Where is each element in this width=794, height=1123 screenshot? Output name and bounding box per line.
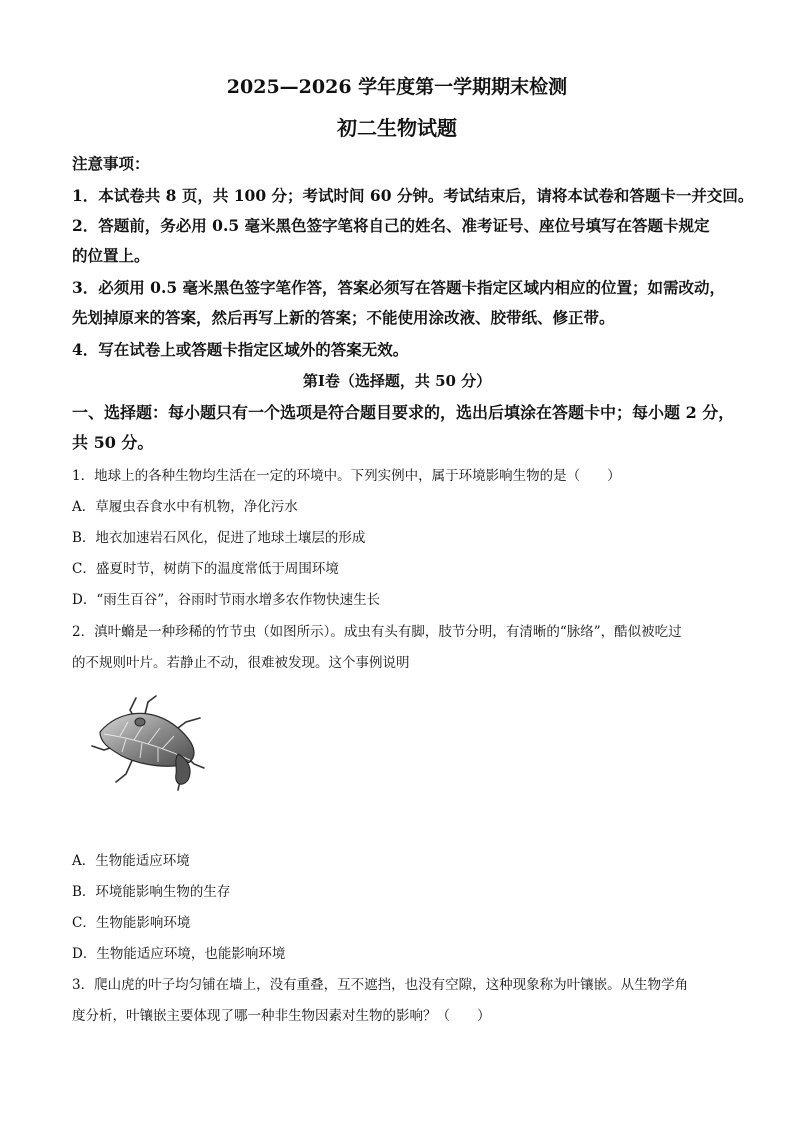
question-1-option-b: B．地衣加速岩石风化，促进了地球土壤层的形成 xyxy=(72,530,366,546)
question-3-stem: 3．爬山虎的叶子均匀铺在墙上，没有重叠，互不遮挡，也没有空隙，这种现象称为叶镶嵌。从生物学角 xyxy=(72,977,689,993)
section-heading: 第Ⅰ卷（选择题，共 50 分） xyxy=(302,372,492,390)
note-item-3-cont: 先划掉原来的答案，然后再写上新的答案；不能使用涂改液、胶带纸、修正带。 xyxy=(72,308,615,327)
notes-heading: 注意事项： xyxy=(72,154,150,173)
question-1-option-c: C．盛夏时节，树荫下的温度常低于周围环境 xyxy=(72,561,339,577)
note-item-3: 3．必须用 0.5 毫米黑色签字笔作答，答案必须写在答题卡指定区域内相应的位置；如需改动， xyxy=(72,278,726,297)
question-2-stem: 2．滇叶䗛是一种珍稀的竹节虫（如图所示）。成虫有头有脚，肢节分明，有清晰的“脉络”，酷似被吃过 xyxy=(72,624,682,640)
question-2-option-c: C．生物能影响环境 xyxy=(72,915,191,931)
question-2-option-d: D．生物能适应环境，也能影响环境 xyxy=(72,946,286,962)
question-2-option-a: A．生物能适应环境 xyxy=(72,853,190,869)
exam-subtitle: 初二生物试题 xyxy=(337,116,457,140)
note-item-2: 2．答题前，务必用 0.5 毫米黑色签字笔将自己的姓名、准考证号、座位号填写在答题卡规定 xyxy=(72,216,710,235)
note-item-4: 4．写在试卷上或答题卡指定区域外的答案无效。 xyxy=(72,340,409,359)
exam-title: 2025—2026 学年度第一学期期末检测 xyxy=(226,76,568,98)
leaf-insect-figure xyxy=(82,692,222,804)
question-3-stem-cont: 度分析，叶镶嵌主要体现了哪一种非生物因素对生物的影响？（ ） xyxy=(72,1008,491,1024)
section-instructions: 一、选择题：每小题只有一个选项是符合题目要求的，选出后填涂在答题卡中；每小题 2 分， xyxy=(72,403,735,422)
note-item-1: 1．本试卷共 8 页，共 100 分；考试时间 60 分钟。考试结束后，请将本试卷和答题卡一并交回。 xyxy=(72,186,754,205)
question-2-stem-cont: 的不规则叶片。若静止不动，很难被发现。这个事例说明 xyxy=(72,655,410,671)
question-1-option-d: D．“雨生百谷”，谷雨时节雨水增多农作物快速生长 xyxy=(72,592,381,608)
question-1-option-a: A．草履虫吞食水中有机物，净化污水 xyxy=(72,499,298,515)
section-instructions-cont: 共 50 分。 xyxy=(72,433,154,452)
note-item-2-cont: 的位置上。 xyxy=(72,246,150,265)
question-1-stem: 1．地球上的各种生物均生活在一定的环境中。下列实例中，属于环境影响生物的是（ ） xyxy=(72,468,621,484)
question-2-option-b: B．环境能影响生物的生存 xyxy=(72,884,231,900)
